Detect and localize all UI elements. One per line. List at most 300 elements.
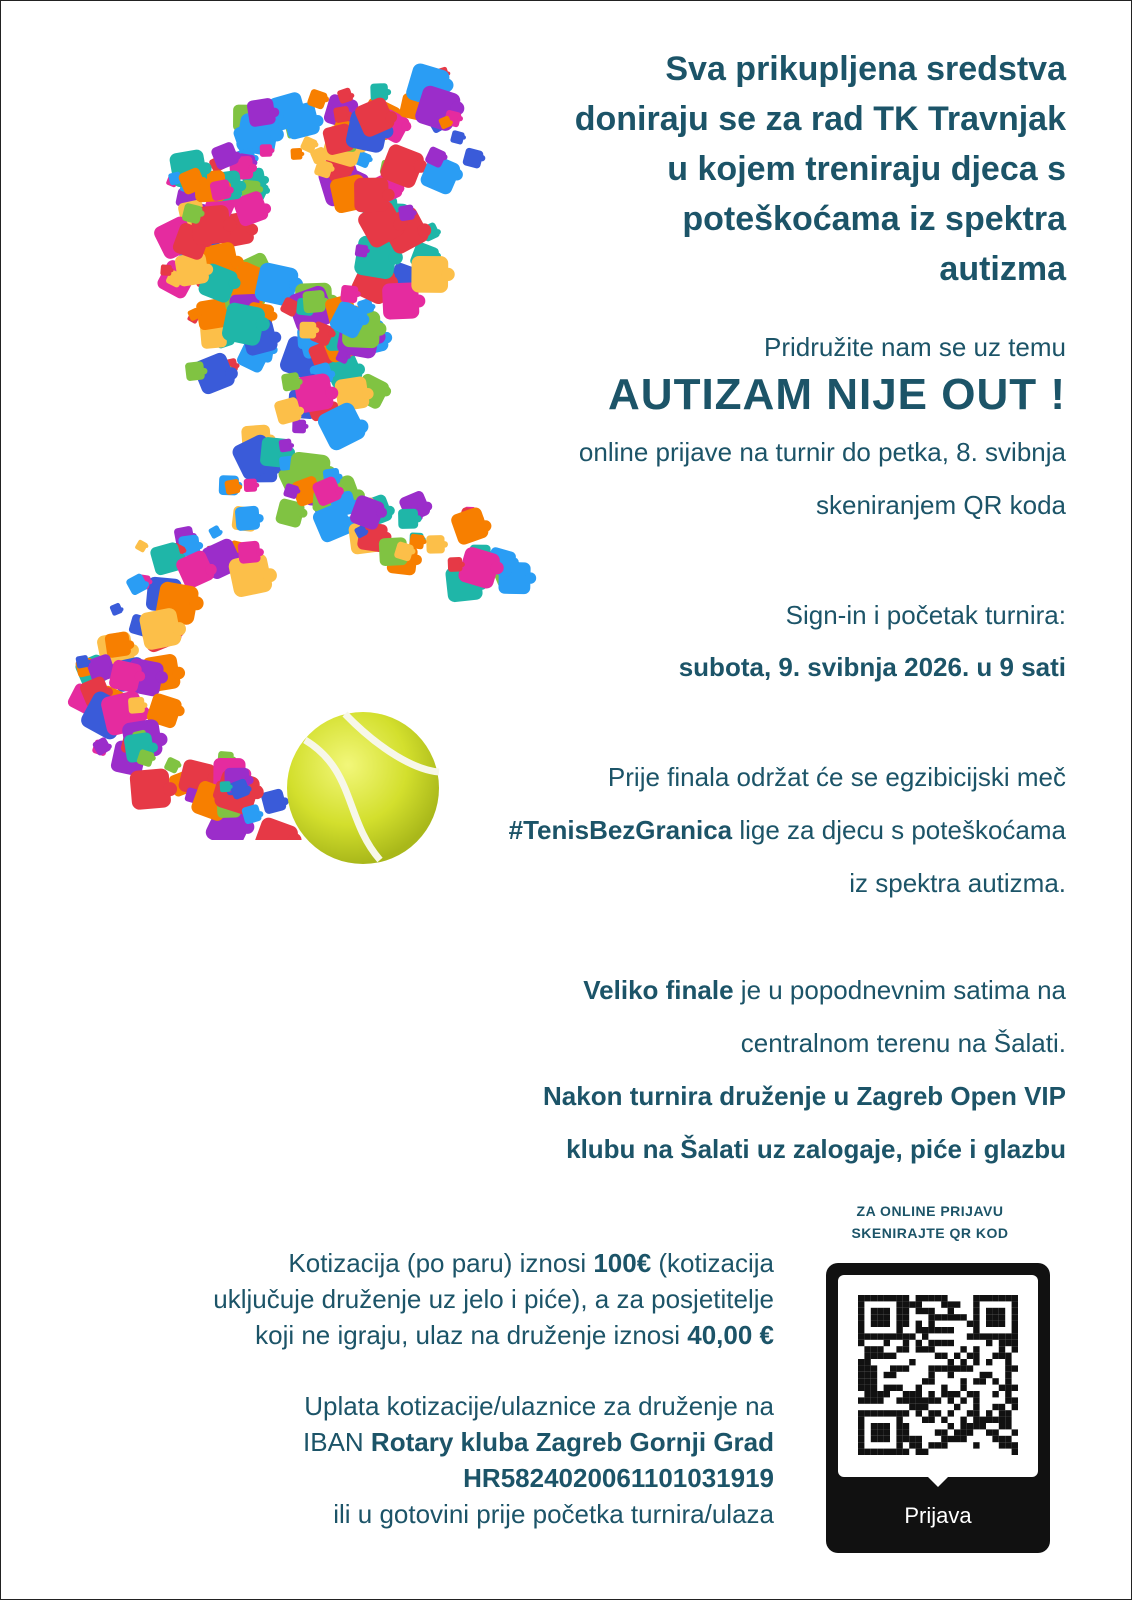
qr-module bbox=[1012, 1404, 1018, 1410]
payment-line: IBAN Rotary kluba Zagreb Gornji Grad bbox=[303, 1427, 774, 1457]
qr-module bbox=[896, 1449, 902, 1455]
qr-module bbox=[973, 1346, 979, 1352]
qr-module bbox=[973, 1314, 979, 1320]
qr-module bbox=[903, 1436, 909, 1442]
qr-module bbox=[954, 1429, 960, 1435]
qr-module bbox=[928, 1295, 934, 1301]
qr-module bbox=[909, 1359, 915, 1365]
headline-line: poteškoćama iz spektra bbox=[682, 200, 1066, 238]
qr-module bbox=[967, 1429, 973, 1435]
puzzle-tab bbox=[229, 277, 241, 289]
puzzle-tab bbox=[202, 264, 213, 275]
qr-module bbox=[973, 1397, 979, 1403]
registration-line: online prijave na turnir do petka, 8. svibnja bbox=[578, 437, 1066, 467]
puzzle-tab bbox=[270, 128, 284, 142]
qr-module bbox=[871, 1346, 877, 1352]
qr-module bbox=[1005, 1391, 1011, 1397]
qr-module bbox=[896, 1423, 902, 1429]
puzzle-tab bbox=[364, 530, 368, 534]
qr-module bbox=[916, 1410, 922, 1416]
qr-module bbox=[1005, 1333, 1011, 1339]
puzzle-tab bbox=[264, 187, 271, 194]
qr-module bbox=[986, 1429, 992, 1435]
qr-module bbox=[948, 1397, 954, 1403]
qr-module bbox=[871, 1423, 877, 1429]
puzzle-tab bbox=[227, 187, 234, 194]
qr-module bbox=[896, 1308, 902, 1314]
puzzle-tab bbox=[296, 489, 301, 494]
qr-module bbox=[928, 1417, 934, 1423]
puzzle-tab bbox=[441, 541, 448, 548]
qr-module bbox=[896, 1442, 902, 1448]
qr-module bbox=[1012, 1429, 1018, 1435]
qr-module bbox=[916, 1295, 922, 1301]
qr-module bbox=[877, 1391, 883, 1397]
qr-module bbox=[973, 1417, 979, 1423]
qr-module bbox=[999, 1385, 1005, 1391]
qr-module bbox=[992, 1417, 998, 1423]
qr-module bbox=[884, 1353, 890, 1359]
qr-module bbox=[992, 1314, 998, 1320]
qr-module bbox=[864, 1359, 870, 1365]
puzzle-tab bbox=[435, 229, 441, 235]
qr-module bbox=[973, 1404, 979, 1410]
qr-module bbox=[999, 1333, 1005, 1339]
qr-module bbox=[1012, 1301, 1018, 1307]
qr-module bbox=[980, 1372, 986, 1378]
qr-module bbox=[941, 1353, 947, 1359]
puzzle-tab bbox=[257, 811, 263, 817]
qr-module bbox=[896, 1397, 902, 1403]
qr-module bbox=[992, 1333, 998, 1339]
qr-module bbox=[864, 1378, 870, 1384]
puzzle-tab bbox=[156, 671, 168, 683]
qr-module bbox=[922, 1397, 928, 1403]
qr-module bbox=[1005, 1397, 1011, 1403]
qr-module bbox=[871, 1295, 877, 1301]
qr-module bbox=[864, 1397, 870, 1403]
puzzle-tab bbox=[355, 291, 361, 297]
qr-module bbox=[884, 1449, 890, 1455]
puzzle-tab bbox=[255, 514, 264, 523]
qr-module bbox=[896, 1333, 902, 1339]
qr-module bbox=[858, 1301, 864, 1307]
puzzle-tab bbox=[328, 330, 335, 337]
qr-module bbox=[1012, 1340, 1018, 1346]
puzzle-tab bbox=[358, 314, 369, 325]
qr-module bbox=[877, 1436, 883, 1442]
qr-module bbox=[960, 1365, 966, 1371]
qr-module bbox=[999, 1346, 1005, 1352]
qr-module bbox=[1005, 1436, 1011, 1442]
qr-module bbox=[935, 1353, 941, 1359]
qr-module bbox=[896, 1327, 902, 1333]
puzzle-tab bbox=[328, 370, 335, 377]
qr-module bbox=[980, 1333, 986, 1339]
puzzle-tab bbox=[163, 782, 177, 796]
qr-module bbox=[1012, 1333, 1018, 1339]
qr-module bbox=[871, 1321, 877, 1327]
puzzle-tab bbox=[148, 743, 158, 753]
qr-module bbox=[928, 1321, 934, 1327]
qr-module bbox=[916, 1327, 922, 1333]
qr-module bbox=[871, 1391, 877, 1397]
qr-module bbox=[954, 1391, 960, 1397]
qr-module bbox=[992, 1321, 998, 1327]
headline-line: autizma bbox=[939, 250, 1066, 288]
qr-module bbox=[864, 1333, 870, 1339]
qr-module bbox=[909, 1442, 915, 1448]
qr-module bbox=[877, 1308, 883, 1314]
qr-module bbox=[884, 1308, 890, 1314]
final-bold: Veliko finale bbox=[583, 975, 734, 1005]
qr-module bbox=[935, 1410, 941, 1416]
qr-module bbox=[909, 1397, 915, 1403]
qr-module bbox=[928, 1346, 934, 1352]
qr-module bbox=[941, 1327, 947, 1333]
puzzle-tab bbox=[296, 407, 305, 416]
qr-module bbox=[864, 1295, 870, 1301]
qr-module bbox=[1005, 1365, 1011, 1371]
qr-module bbox=[954, 1365, 960, 1371]
puzzle-tab bbox=[323, 96, 329, 102]
qr-module bbox=[999, 1340, 1005, 1346]
qr-module bbox=[935, 1397, 941, 1403]
qr-module bbox=[871, 1429, 877, 1435]
puzzle-tab bbox=[126, 640, 135, 649]
qr-module bbox=[871, 1385, 877, 1391]
qr-module bbox=[1005, 1417, 1011, 1423]
registration-line: skeniranjem QR koda bbox=[816, 490, 1066, 520]
qr-module bbox=[858, 1327, 864, 1333]
qr-module bbox=[903, 1410, 909, 1416]
qr-module bbox=[948, 1372, 954, 1378]
qr-module bbox=[948, 1359, 954, 1365]
qr-module bbox=[1012, 1385, 1018, 1391]
headline-line: doniraju se za rad TK Travnjak bbox=[574, 100, 1066, 138]
puzzle-tab bbox=[460, 562, 465, 567]
qr-module bbox=[986, 1321, 992, 1327]
qr-module bbox=[948, 1308, 954, 1314]
payment-line: Uplata kotizacije/ulaznice za druženje na bbox=[304, 1391, 774, 1421]
qr-module bbox=[884, 1423, 890, 1429]
puzzle-tab bbox=[249, 164, 257, 172]
puzzle-tab bbox=[304, 424, 309, 429]
qr-module bbox=[922, 1295, 928, 1301]
puzzle-tab bbox=[236, 181, 246, 191]
qr-module bbox=[948, 1365, 954, 1371]
qr-module bbox=[909, 1436, 915, 1442]
qr-module bbox=[948, 1423, 954, 1429]
qr-module bbox=[999, 1423, 1005, 1429]
qr-module bbox=[916, 1321, 922, 1327]
payment-line: ili u gotovini prije početka turnira/ulaza bbox=[333, 1499, 774, 1529]
qr-module bbox=[928, 1410, 934, 1416]
qr-caption bbox=[820, 1200, 1040, 1244]
qr-module bbox=[999, 1308, 1005, 1314]
puzzle-tab bbox=[298, 508, 307, 517]
qr-module bbox=[999, 1442, 1005, 1448]
qr-module bbox=[928, 1327, 934, 1333]
qr-module bbox=[1012, 1308, 1018, 1314]
puzzle-tab bbox=[143, 581, 149, 587]
puzzle-tab bbox=[268, 311, 277, 320]
headline-line: Sva prikupljena sredstva bbox=[665, 50, 1066, 88]
puzzle-tab bbox=[260, 203, 271, 214]
qr-module bbox=[903, 1397, 909, 1403]
qr-module bbox=[877, 1353, 883, 1359]
qr-module bbox=[864, 1365, 870, 1371]
puzzle-tab bbox=[421, 539, 426, 544]
qr-module bbox=[941, 1301, 947, 1307]
qr-module bbox=[896, 1385, 902, 1391]
puzzle-tab bbox=[441, 154, 447, 160]
qr-module bbox=[948, 1301, 954, 1307]
puzzle-tab bbox=[313, 142, 318, 147]
qr-module bbox=[916, 1391, 922, 1397]
puzzle-tab bbox=[370, 304, 375, 309]
final-line: centralnom terenu na Šalati. bbox=[740, 1028, 1066, 1058]
puzzle-tab bbox=[237, 484, 242, 489]
qr-module bbox=[871, 1353, 877, 1359]
puzzle-tab bbox=[381, 386, 391, 396]
puzzle-tab bbox=[412, 295, 425, 308]
qr-module bbox=[986, 1359, 992, 1365]
qr-module bbox=[992, 1391, 998, 1397]
qr-module bbox=[922, 1327, 928, 1333]
exhibition-line bbox=[509, 815, 1066, 846]
qr-module bbox=[935, 1340, 941, 1346]
puzzle-tab bbox=[461, 135, 466, 140]
qr-module bbox=[916, 1436, 922, 1442]
qr-module bbox=[1012, 1449, 1018, 1455]
fee-line: Kotizacija (po paru) iznosi 100€ (kotizacija bbox=[288, 1248, 774, 1278]
qr-module bbox=[884, 1391, 890, 1397]
qr-module bbox=[960, 1385, 966, 1391]
qr-module bbox=[909, 1391, 915, 1397]
qr-module bbox=[909, 1301, 915, 1307]
puzzle-tab bbox=[409, 548, 415, 554]
qr-module bbox=[999, 1436, 1005, 1442]
qr-module bbox=[858, 1436, 864, 1442]
qr-module bbox=[973, 1301, 979, 1307]
qr-module bbox=[903, 1365, 909, 1371]
puzzle-tab bbox=[270, 108, 280, 118]
qr-module bbox=[864, 1385, 870, 1391]
qr-module bbox=[992, 1436, 998, 1442]
qr-caption-line: SKENIRAJTE QR KOD bbox=[851, 1225, 1009, 1241]
qr-module bbox=[986, 1372, 992, 1378]
qr-module bbox=[890, 1372, 896, 1378]
qr-module bbox=[1012, 1442, 1018, 1448]
puzzle-tab bbox=[312, 115, 324, 127]
puzzle-tab bbox=[205, 564, 216, 575]
qr-module bbox=[858, 1333, 864, 1339]
qr-module bbox=[890, 1295, 896, 1301]
puzzle-tab bbox=[377, 507, 388, 518]
puzzle-tab bbox=[414, 515, 421, 522]
qr-module bbox=[922, 1417, 928, 1423]
qr-module bbox=[916, 1346, 922, 1352]
qr-module bbox=[948, 1410, 954, 1416]
puzzle-tab bbox=[362, 388, 373, 399]
qr-module bbox=[922, 1404, 928, 1410]
qr-module bbox=[858, 1429, 864, 1435]
headline-line: u kojem treniraju djeca s bbox=[667, 150, 1066, 188]
puzzle-tab bbox=[449, 120, 453, 124]
puzzle-tab bbox=[198, 312, 202, 316]
puzzle-tab bbox=[423, 502, 432, 511]
qr-module bbox=[858, 1410, 864, 1416]
qr-module bbox=[858, 1385, 864, 1391]
puzzle-tab bbox=[86, 660, 90, 664]
qr-module bbox=[986, 1314, 992, 1320]
qr-module bbox=[916, 1442, 922, 1448]
qr-module bbox=[954, 1314, 960, 1320]
puzzle-tab bbox=[270, 148, 274, 152]
puzzle-tab bbox=[270, 332, 282, 344]
qr-module bbox=[928, 1378, 934, 1384]
qr-module bbox=[1012, 1295, 1018, 1301]
qr-module bbox=[1012, 1314, 1018, 1320]
qr-module bbox=[941, 1314, 947, 1320]
qr-module bbox=[928, 1314, 934, 1320]
qr-module bbox=[935, 1429, 941, 1435]
puzzle-tab bbox=[172, 667, 185, 680]
qr-module bbox=[864, 1372, 870, 1378]
qr-module bbox=[1012, 1327, 1018, 1333]
qr-module bbox=[871, 1314, 877, 1320]
puzzle-tab bbox=[509, 557, 518, 566]
qr-module bbox=[903, 1314, 909, 1320]
qr-module bbox=[935, 1442, 941, 1448]
qr-module bbox=[903, 1346, 909, 1352]
qr-module bbox=[960, 1378, 966, 1384]
qr-module bbox=[1012, 1365, 1018, 1371]
puzzle-tab bbox=[232, 152, 240, 160]
puzzle-tab bbox=[263, 568, 277, 582]
qr-module bbox=[871, 1378, 877, 1384]
qr-module bbox=[1005, 1353, 1011, 1359]
qr-module bbox=[858, 1442, 864, 1448]
puzzle-tab bbox=[235, 363, 240, 368]
qr-module bbox=[954, 1404, 960, 1410]
qr-module bbox=[980, 1423, 986, 1429]
puzzle-tab bbox=[458, 116, 463, 121]
qr-module bbox=[928, 1391, 934, 1397]
qr-module bbox=[973, 1378, 979, 1384]
qr-module bbox=[903, 1429, 909, 1435]
qr-module bbox=[973, 1321, 979, 1327]
qr-module bbox=[941, 1436, 947, 1442]
qr-module bbox=[986, 1417, 992, 1423]
qr-module bbox=[948, 1436, 954, 1442]
qr-module bbox=[1005, 1378, 1011, 1384]
fee-block bbox=[213, 1245, 774, 1353]
qr-module bbox=[922, 1308, 928, 1314]
qr-module bbox=[877, 1333, 883, 1339]
qr-module bbox=[973, 1359, 979, 1365]
qr-code-icon bbox=[838, 1275, 1038, 1477]
puzzle-tab bbox=[354, 419, 368, 433]
qr-module bbox=[890, 1385, 896, 1391]
qr-module bbox=[896, 1429, 902, 1435]
qr-module bbox=[890, 1333, 896, 1339]
qr-notch bbox=[928, 1477, 948, 1487]
qr-module bbox=[871, 1333, 877, 1339]
qr-module bbox=[909, 1404, 915, 1410]
qr-module bbox=[992, 1353, 998, 1359]
join-lead: Pridružite nam se uz temu bbox=[763, 332, 1066, 362]
qr-code[interactable] bbox=[838, 1275, 1038, 1477]
puzzle-tab bbox=[385, 89, 391, 95]
puzzle-tab bbox=[385, 111, 397, 123]
qr-label: Prijava bbox=[904, 1503, 972, 1528]
qr-module bbox=[992, 1404, 998, 1410]
qr-module bbox=[986, 1308, 992, 1314]
qr-module bbox=[1005, 1340, 1011, 1346]
qr-module bbox=[864, 1391, 870, 1397]
puzzle-tab bbox=[145, 544, 149, 548]
puzzle-tab bbox=[150, 755, 155, 760]
qr-module bbox=[980, 1295, 986, 1301]
qr-module bbox=[967, 1391, 973, 1397]
puzzle-tab bbox=[174, 705, 185, 716]
qr-module bbox=[877, 1423, 883, 1429]
puzzle-tab bbox=[250, 785, 264, 799]
qr-module bbox=[1005, 1359, 1011, 1365]
qr-module bbox=[903, 1321, 909, 1327]
puzzle-tab bbox=[225, 367, 238, 380]
qr-module bbox=[916, 1404, 922, 1410]
qr-module bbox=[864, 1353, 870, 1359]
qr-module bbox=[999, 1314, 1005, 1320]
puzzle-tab bbox=[337, 474, 343, 480]
qr-module bbox=[992, 1308, 998, 1314]
qr-module bbox=[986, 1295, 992, 1301]
qr-module bbox=[858, 1308, 864, 1314]
qr-module bbox=[973, 1391, 979, 1397]
qr-module bbox=[928, 1372, 934, 1378]
qr-module bbox=[858, 1340, 864, 1346]
qr-module bbox=[916, 1449, 922, 1455]
final-line bbox=[583, 975, 1066, 1006]
qr-module bbox=[948, 1327, 954, 1333]
qr-module bbox=[896, 1314, 902, 1320]
qr-module bbox=[960, 1397, 966, 1403]
qr-module bbox=[999, 1353, 1005, 1359]
qr-module bbox=[884, 1410, 890, 1416]
qr-module bbox=[973, 1295, 979, 1301]
qr-code-card[interactable] bbox=[826, 1263, 1050, 1553]
donation-headline bbox=[506, 44, 1066, 294]
qr-module bbox=[960, 1436, 966, 1442]
qr-module bbox=[973, 1410, 979, 1416]
qr-module bbox=[967, 1333, 973, 1339]
qr-module bbox=[960, 1359, 966, 1365]
fee-line: uključuje druženje uz jelo i piće), a za posjetitelje bbox=[213, 1284, 774, 1314]
iban: HR5824020061101031919 bbox=[463, 1463, 774, 1493]
qr-module bbox=[884, 1340, 890, 1346]
qr-module bbox=[858, 1423, 864, 1429]
qr-module bbox=[884, 1321, 890, 1327]
qr-module bbox=[896, 1365, 902, 1371]
qr-module bbox=[1012, 1321, 1018, 1327]
qr-module bbox=[986, 1340, 992, 1346]
puzzle-tab bbox=[411, 210, 416, 215]
qr-module bbox=[877, 1295, 883, 1301]
qr-module bbox=[884, 1333, 890, 1339]
